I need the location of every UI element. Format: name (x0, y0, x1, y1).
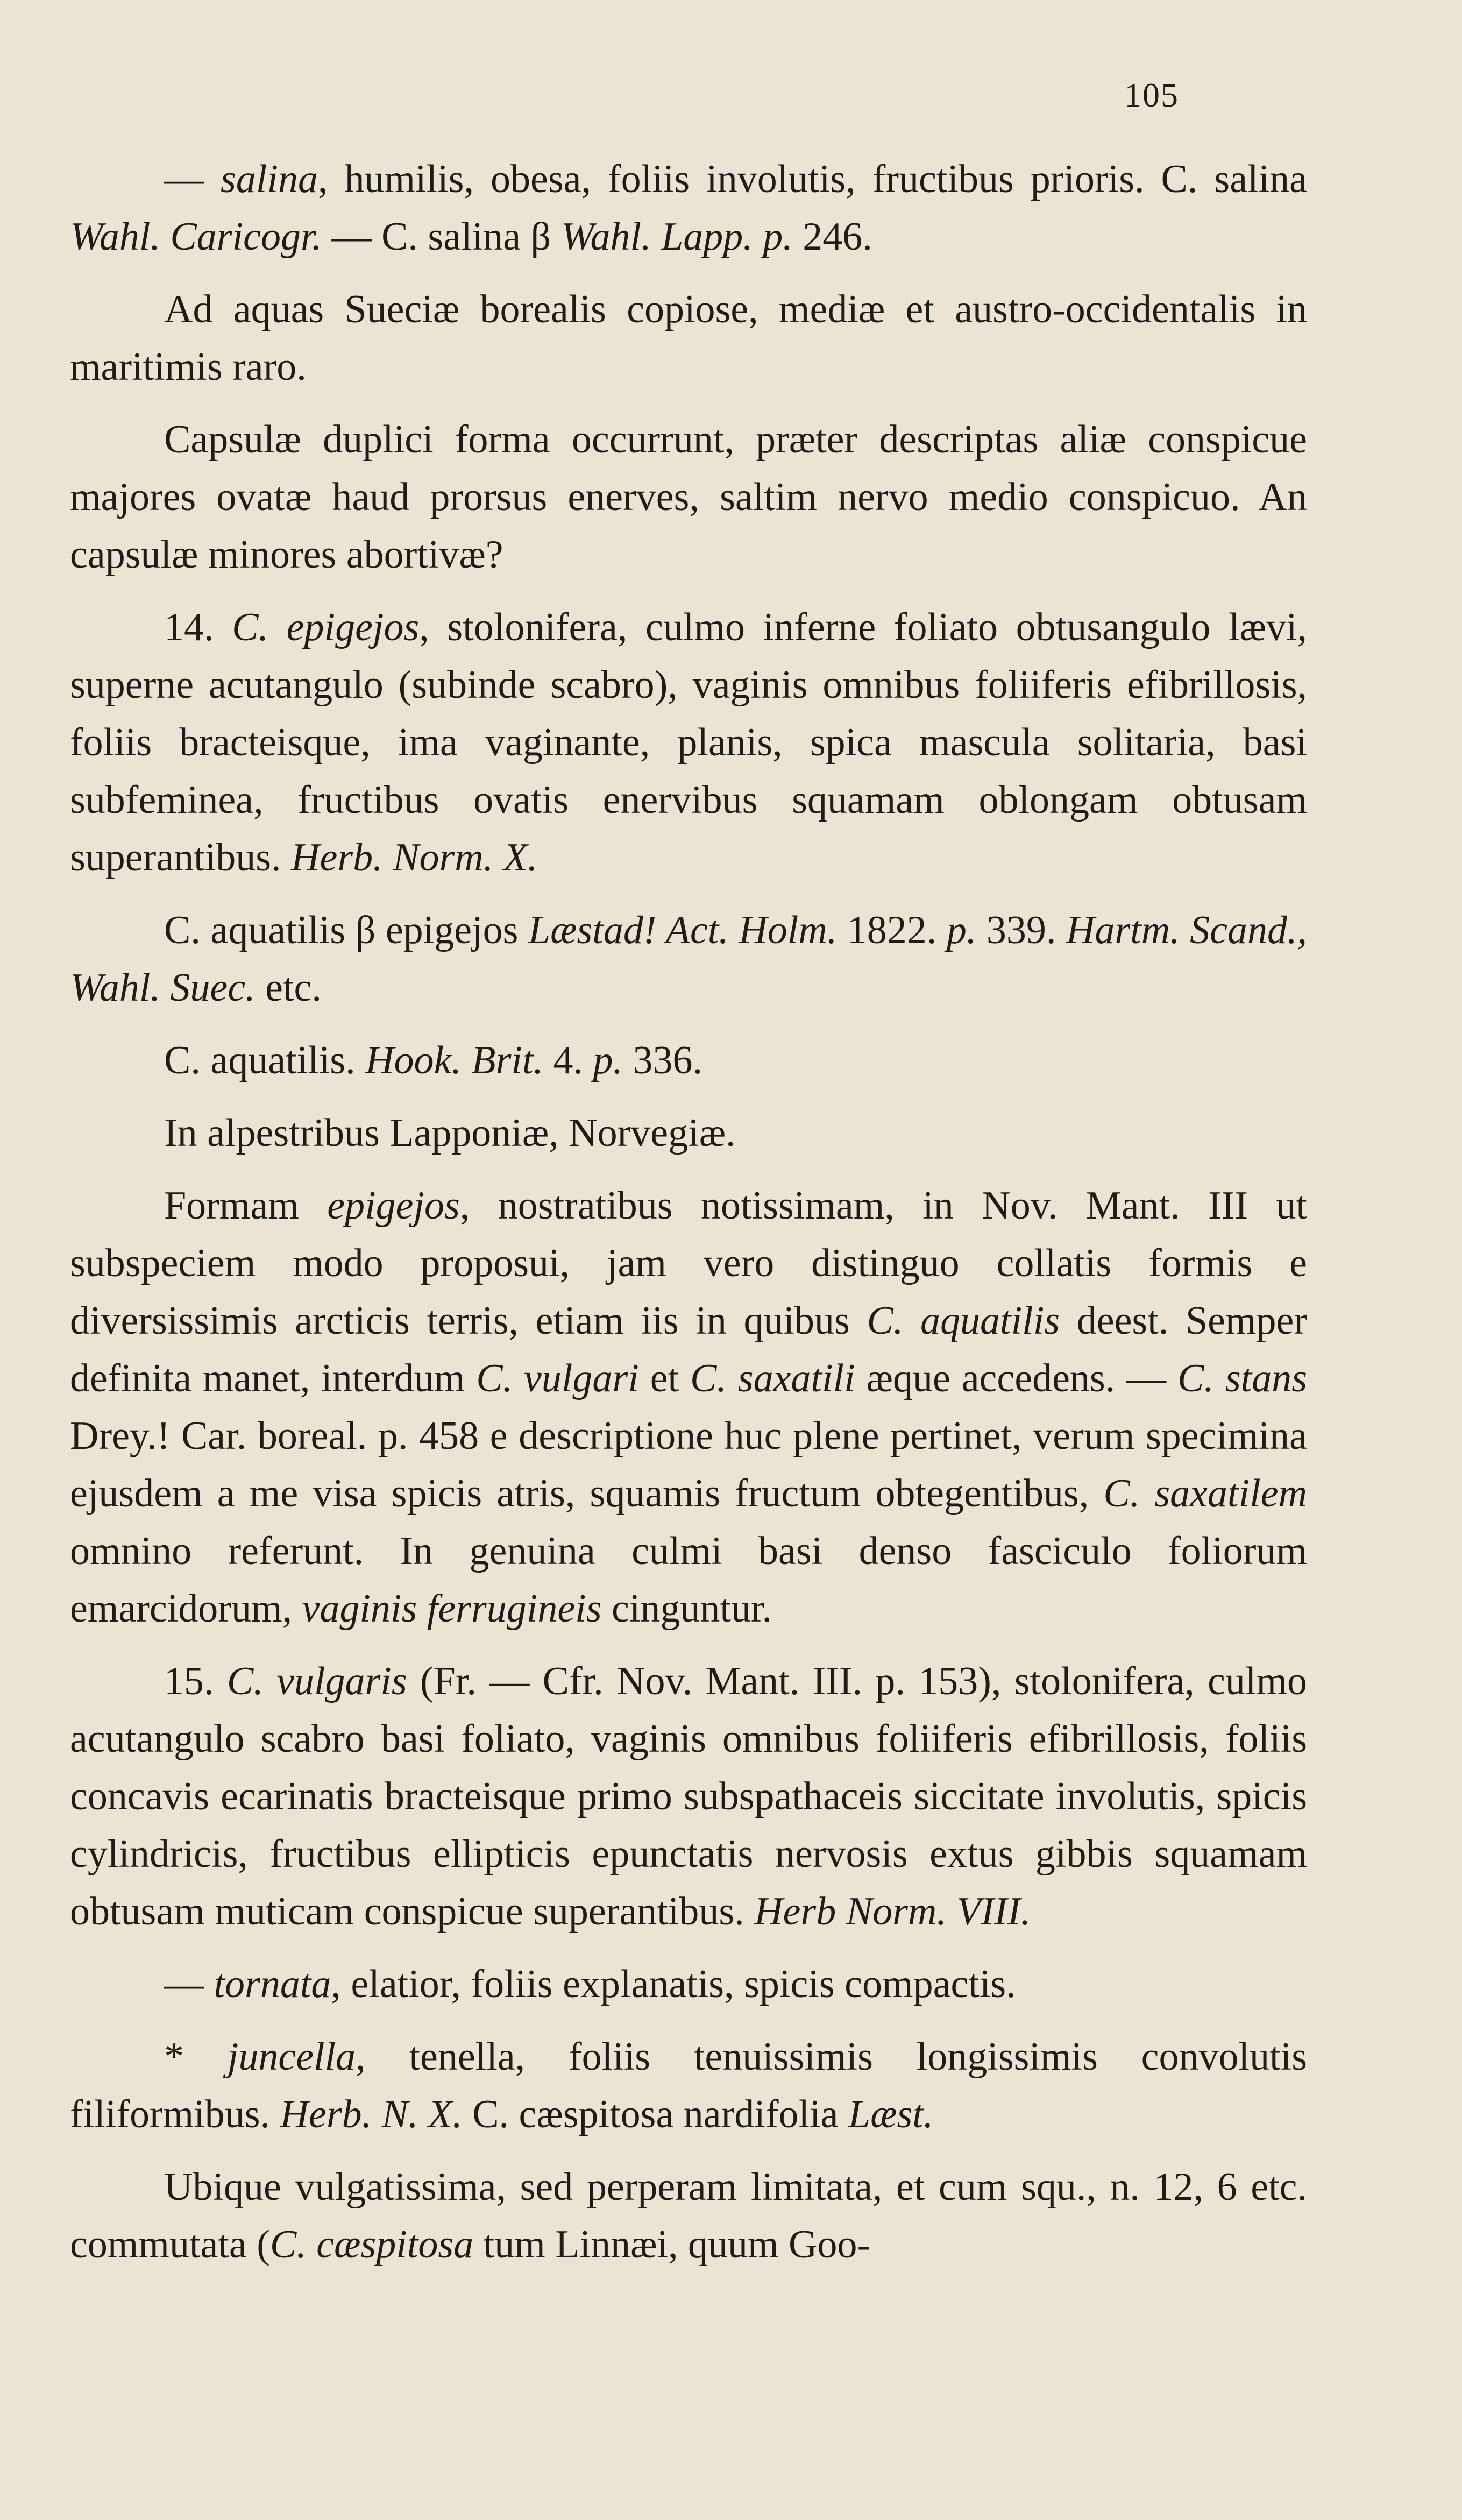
italic-text: C. cæspitosa (269, 2222, 474, 2267)
text-run: , nostratibus notissimam, in Nov. Mant. III ut subspeciem modo proposui, jam vero distinguo collatis formis e diversissimis arcticis terris, etiam iis in quibus (70, 1184, 1307, 1343)
text-run: 1822. (837, 908, 947, 952)
italic-text: C. stans (1177, 1356, 1307, 1400)
paragraph-p5 (70, 902, 1307, 1017)
paragraph-p3 (70, 411, 1307, 584)
italic-text: Herb Norm. VIII. (754, 1889, 1031, 1934)
text-run: Ubique vulgatissima, sed perperam limitata, et cum squ., n. 12, 6 etc. commutata ( (70, 2165, 1307, 2267)
italic-text: epigejos (327, 1184, 460, 1228)
text-run: C. aquatilis β epigejos (164, 908, 528, 952)
text-run: In alpestribus Lapponiæ, Norvegiæ. (164, 1111, 736, 1155)
italic-text: salina (221, 157, 318, 201)
paragraph-p6 (70, 1032, 1307, 1089)
text-run: etc. (255, 966, 322, 1010)
italic-text: Læstad! Act. Holm. (528, 908, 838, 952)
text-run: (Fr. — Cfr. Nov. Mant. III. p. 153), stolonifera, culmo acutangulo scabro basi foliato, vaginis omnibus foliiferis efibrillosis, foliis concavis ecarinatis bracteisque primo subspathaceis siccitate involutis, spicis cylindricis, fructibus ellipticis epunctatis nervosis extus gibbis squamam obtusam muticam conspicue superantibus. (70, 1659, 1308, 1934)
italic-text: vaginis ferrugineis (302, 1587, 602, 1631)
text-run: C. cæspitosa nardifolia (462, 2092, 848, 2136)
text-run: — (164, 1962, 214, 2006)
text-run: 339. (976, 908, 1066, 952)
text-run: omnino referunt. In genuina culmi basi denso fasciculo foliorum emarcidorum, (70, 1529, 1307, 1631)
text-run: Ad aquas Sueciæ borealis copiose, mediæ et austro-occidentalis in maritimis raro. (70, 287, 1307, 389)
italic-text: Wahl. Lapp. p. (560, 215, 793, 259)
paragraph-p8 (70, 1177, 1307, 1638)
paragraph-p12 (70, 2158, 1307, 2274)
text-run: deest. Semper definita manet, interdum (70, 1299, 1307, 1400)
text-run: , humilis, obesa, foliis involutis, fructibus prioris. C. salina (317, 157, 1307, 201)
italic-text: tornata (214, 1962, 331, 2006)
paragraph-p1 (70, 151, 1307, 266)
body-text (70, 151, 1307, 2289)
italic-text: juncella (227, 2035, 356, 2079)
italic-text: Læst. (848, 2092, 934, 2136)
italic-text: C. vulgaris (226, 1659, 407, 1703)
text-run: tum Linnæi, quum Goo- (473, 2222, 871, 2267)
italic-text: Hook. Brit. (365, 1038, 543, 1082)
paragraph-p11 (70, 2028, 1307, 2143)
paragraph-p2 (70, 281, 1307, 396)
text-run: Drey.! Car. boreal. p. 458 e descriptione huc plene pertinet, verum specimina ejusdem a me visa spicis atris, squamis fructum obtegentibus, (70, 1414, 1307, 1516)
italic-text: Hartm. Scand., Wahl. Suec. (70, 908, 1308, 1010)
paragraph-p10 (70, 1956, 1307, 2013)
paragraph-p7 (70, 1105, 1307, 1162)
text-run: — C. salina β (322, 215, 561, 259)
text-run: 14. (164, 605, 232, 649)
paragraph-p9 (70, 1653, 1307, 1941)
text-run: * (164, 2035, 228, 2079)
text-run: æque accedens. — (855, 1356, 1178, 1400)
italic-text: p. (946, 908, 977, 952)
text-run: 336. (623, 1038, 702, 1082)
italic-text: Herb. N. X. (280, 2092, 463, 2136)
text-run: , stolonifera, culmo inferne foliato obtusangulo lævi, superne acutangulo (subinde scabro), vaginis omnibus foliiferis efibrillosis, foliis bracteisque, ima vaginante, planis, spica mascula solitaria, basi subfeminea, fructibus ovatis enervibus squamam oblongam obtusam superantibus. (70, 605, 1308, 880)
text-run: — (164, 157, 221, 201)
text-run: 4. (543, 1038, 593, 1082)
italic-text: C. epigejos (232, 605, 420, 649)
text-run: Formam (164, 1184, 328, 1228)
italic-text: Wahl. Caricogr. (70, 215, 322, 259)
italic-text: Herb. Norm. X. (291, 836, 538, 880)
text-run: 15. (164, 1659, 227, 1703)
text-run: 246. (792, 215, 872, 259)
paragraph-p4 (70, 599, 1307, 887)
text-run: cinguntur. (601, 1587, 772, 1631)
italic-text: C. saxatili (690, 1356, 855, 1400)
italic-text: C. aquatilis (867, 1299, 1060, 1343)
italic-text: C. vulgari (476, 1356, 639, 1400)
text-run: , elatior, foliis explanatis, spicis compactis. (331, 1962, 1016, 2006)
text-run: Capsulæ duplici forma occurrunt, præter descriptas aliæ conspicue majores ovatæ haud prorsus enerves, saltim nervo medio conspicuo. An capsulæ minores abortivæ? (70, 417, 1307, 577)
text-run: et (638, 1356, 691, 1400)
text-run: C. aquatilis. (164, 1038, 366, 1082)
page-number: 105 (1124, 76, 1179, 114)
text-run: , tenella, foliis tenuissimis longissimis convolutis filiformibus. (70, 2035, 1307, 2136)
italic-text: C. saxatilem (1103, 1471, 1307, 1516)
italic-text: p. (593, 1038, 623, 1082)
